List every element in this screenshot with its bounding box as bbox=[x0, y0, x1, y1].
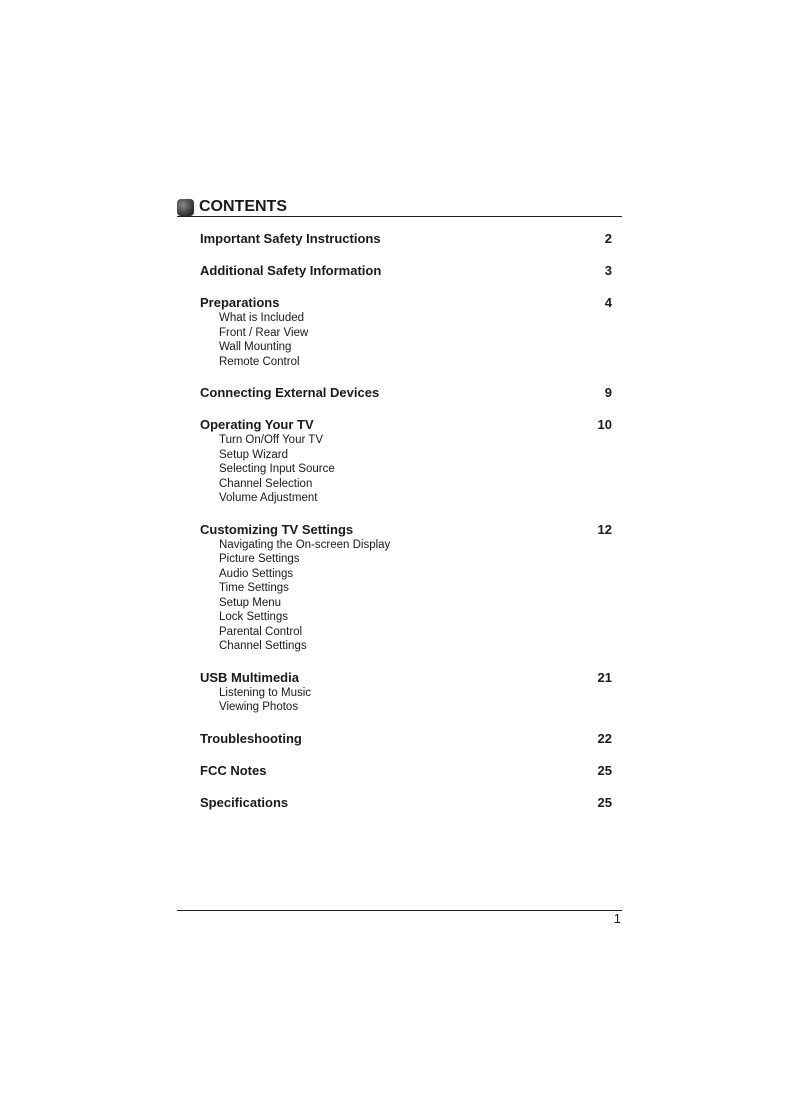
toc-entry-page: 10 bbox=[597, 417, 612, 432]
toc-subentry[interactable]: Lock Settings bbox=[219, 611, 289, 623]
toc-section bbox=[200, 263, 612, 279]
contents-header bbox=[177, 197, 622, 217]
toc-entry[interactable] bbox=[200, 522, 612, 538]
table-of-contents bbox=[200, 231, 612, 827]
toc-entry[interactable] bbox=[200, 670, 612, 686]
toc-entry-title: USB Multimedia bbox=[200, 669, 299, 685]
toc-subentry[interactable]: Volume Adjustment bbox=[219, 492, 318, 504]
toc-entry-title: Operating Your TV bbox=[200, 417, 314, 432]
toc-section bbox=[200, 670, 612, 715]
toc-subentry[interactable]: Parental Control bbox=[219, 625, 303, 638]
toc-entry-title: Preparations bbox=[200, 295, 280, 310]
toc-subentry[interactable]: Picture Settings bbox=[219, 553, 300, 565]
toc-subentry[interactable]: Viewing Photos bbox=[219, 701, 299, 713]
toc-subentry[interactable]: Turn On/Off Your TV bbox=[219, 434, 323, 446]
toc-entry-title: Important Safety Instructions bbox=[200, 231, 381, 246]
toc-section bbox=[200, 763, 612, 779]
footer-divider bbox=[177, 910, 622, 911]
toc-entry-page: 9 bbox=[604, 385, 612, 400]
toc-entry[interactable] bbox=[200, 231, 612, 247]
page-title: CONTENTS bbox=[199, 198, 287, 215]
toc-entry-title: Troubleshooting bbox=[200, 730, 302, 746]
toc-entry-title: Additional Safety Information bbox=[200, 263, 382, 278]
toc-subentry[interactable]: Time Settings bbox=[219, 582, 289, 594]
toc-subentry[interactable]: What is Included bbox=[219, 312, 305, 324]
toc-subentry[interactable]: Selecting Input Source bbox=[219, 463, 335, 475]
toc-entry-page: 2 bbox=[604, 231, 612, 246]
toc-subentry[interactable]: Front / Rear View bbox=[219, 326, 309, 339]
page-number: 1 bbox=[613, 911, 621, 926]
toc-section bbox=[200, 795, 612, 811]
toc-subentry[interactable]: Listening to Music bbox=[219, 686, 312, 699]
toc-entry-page: 21 bbox=[597, 669, 612, 685]
toc-section bbox=[200, 385, 612, 401]
toc-entry-page: 25 bbox=[597, 794, 612, 810]
toc-entry[interactable] bbox=[200, 417, 612, 433]
toc-entry[interactable] bbox=[200, 263, 612, 279]
toc-section bbox=[200, 231, 612, 247]
toc-subentry[interactable]: Navigating the On-screen Display bbox=[219, 538, 391, 551]
toc-entry-page: 12 bbox=[597, 521, 612, 537]
toc-entry-page: 25 bbox=[597, 762, 612, 778]
toc-subentry[interactable]: Wall Mounting bbox=[219, 341, 292, 353]
bullet-icon bbox=[177, 199, 194, 216]
toc-entry[interactable] bbox=[200, 385, 612, 401]
toc-entry[interactable] bbox=[200, 731, 612, 747]
toc-subentry[interactable]: Audio Settings bbox=[219, 567, 294, 580]
toc-entry-title: Specifications bbox=[200, 794, 289, 810]
toc-entry-page: 4 bbox=[604, 295, 612, 310]
toc-section bbox=[200, 417, 612, 506]
toc-entry-title: FCC Notes bbox=[200, 762, 267, 778]
toc-section bbox=[200, 522, 612, 654]
toc-subentry[interactable]: Setup Wizard bbox=[219, 448, 289, 461]
toc-subentry[interactable]: Channel Selection bbox=[219, 477, 313, 490]
toc-section bbox=[200, 731, 612, 747]
toc-entry-title: Connecting External Devices bbox=[200, 385, 380, 400]
toc-entry[interactable] bbox=[200, 295, 612, 311]
toc-entry-title: Customizing TV Settings bbox=[200, 521, 354, 537]
toc-entry[interactable] bbox=[200, 763, 612, 779]
toc-entry-page: 22 bbox=[597, 730, 612, 746]
toc-section bbox=[200, 295, 612, 369]
toc-entry[interactable] bbox=[200, 795, 612, 811]
toc-subentry[interactable]: Remote Control bbox=[219, 355, 300, 368]
toc-entry-page: 3 bbox=[604, 263, 612, 278]
toc-subentry[interactable]: Setup Menu bbox=[219, 596, 282, 609]
toc-subentry[interactable]: Channel Settings bbox=[219, 640, 307, 652]
